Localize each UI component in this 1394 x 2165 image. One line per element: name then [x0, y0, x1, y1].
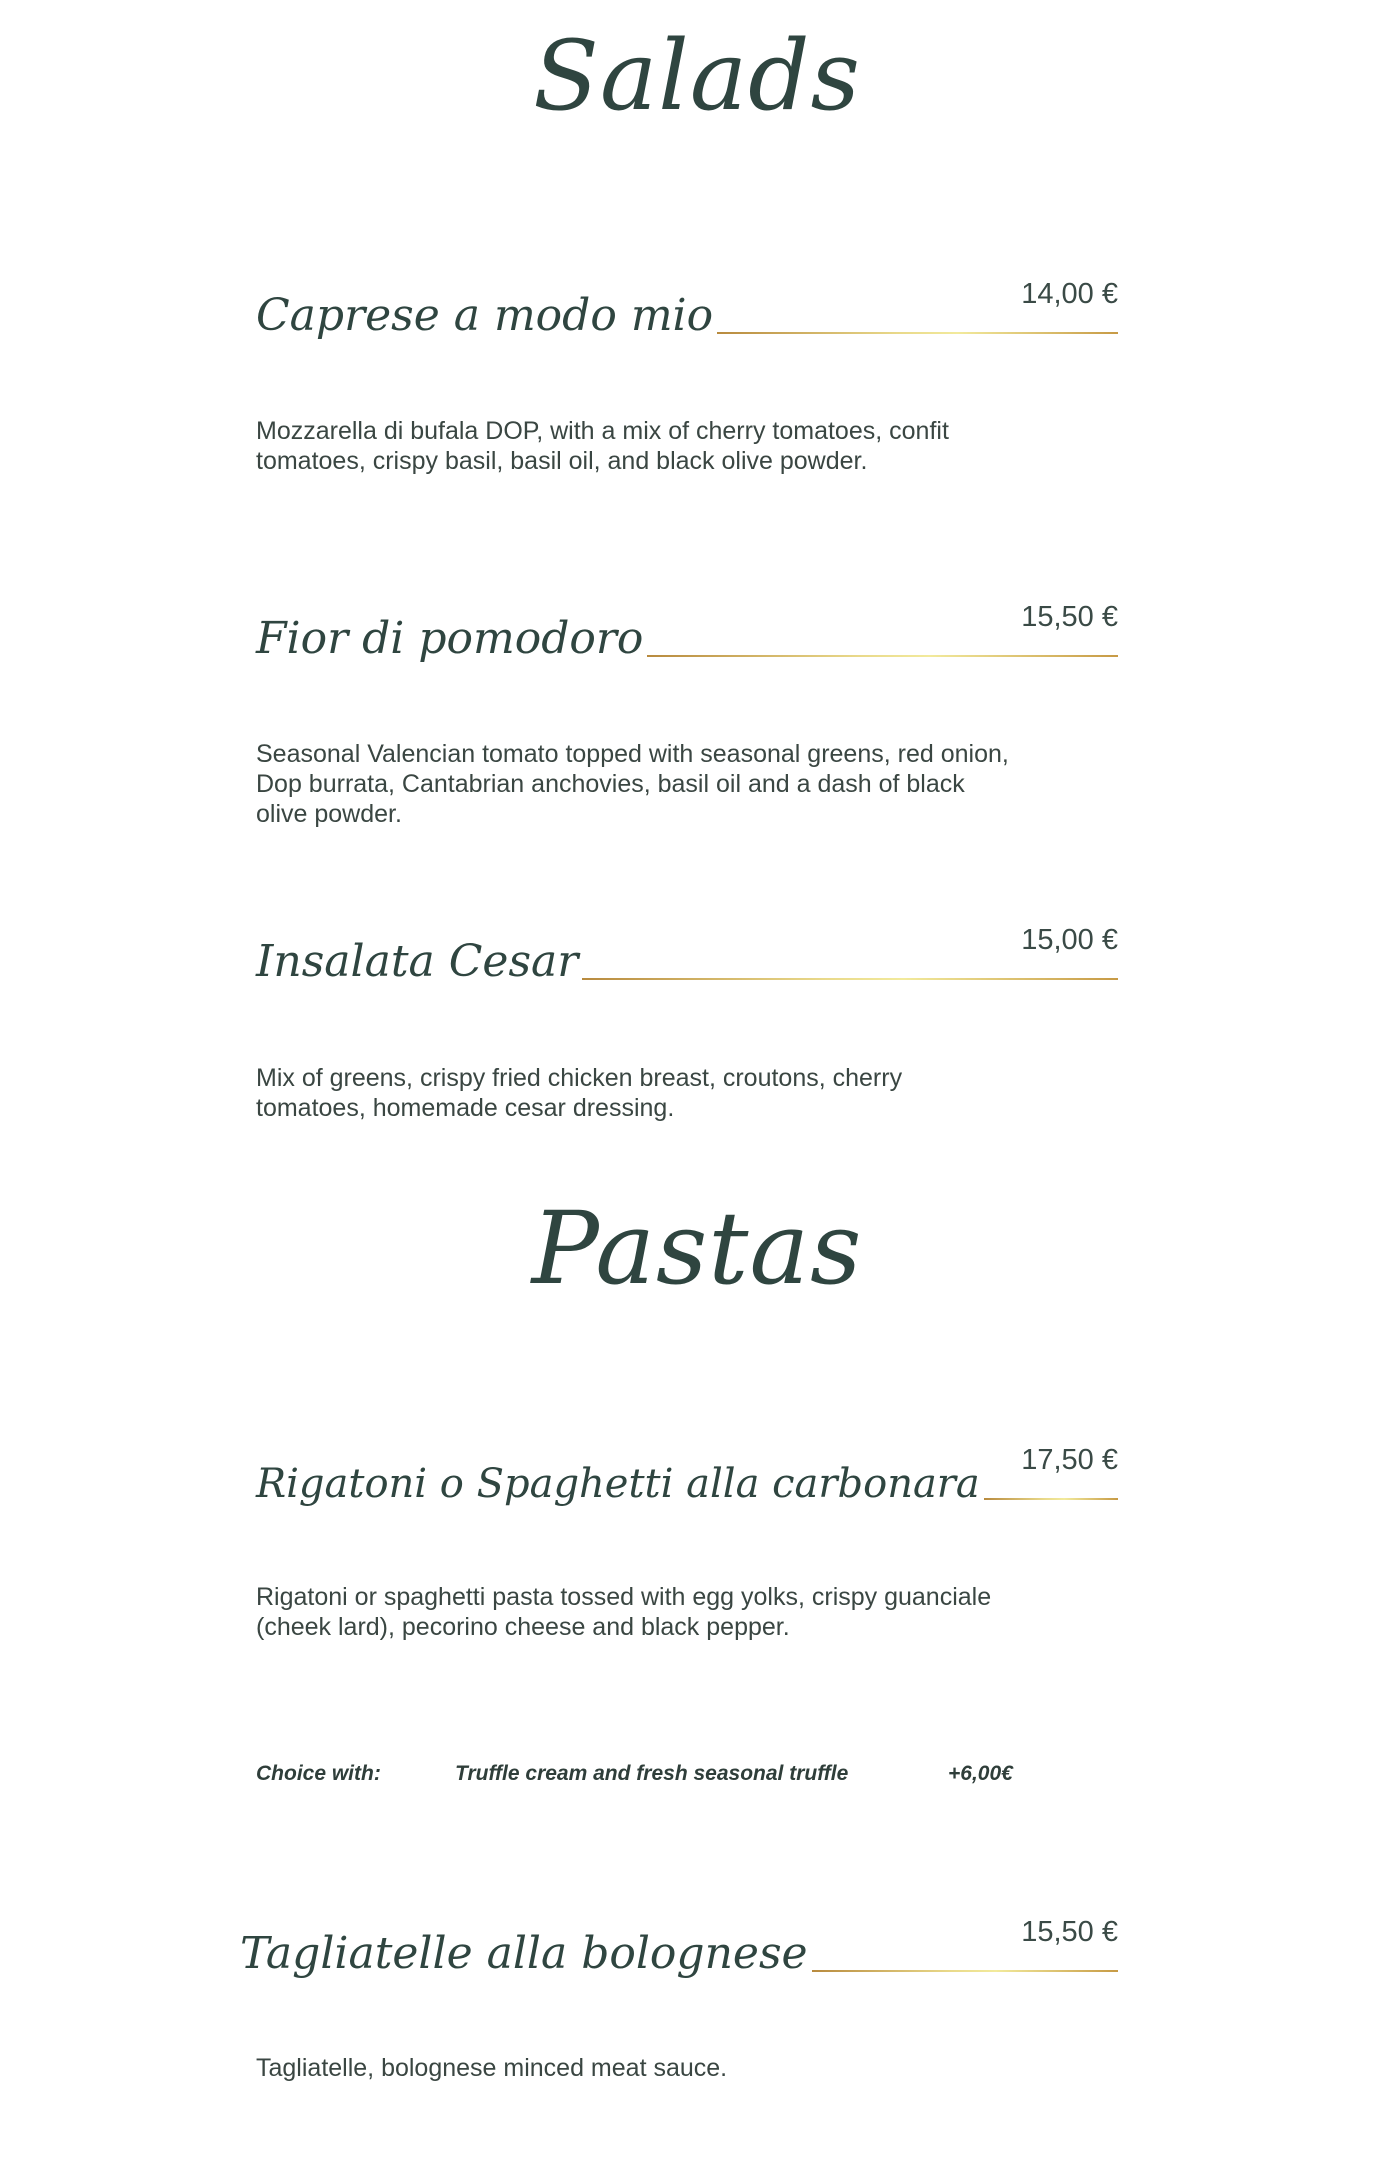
menu-item-tagliatelle [240, 1906, 1118, 1979]
menu-item-fior-di-pomodoro [256, 591, 1118, 664]
item-name: Insalata Cesar [256, 936, 579, 987]
item-description: Tagliatelle, bolognese minced meat sauce. [256, 2054, 728, 2082]
item-price: 17,50 € [1021, 1444, 1118, 1476]
price-leader-line [647, 655, 1118, 657]
item-name: Rigatoni o Spaghetti alla carbonara [256, 1461, 980, 1507]
price-leader-line [812, 1970, 1118, 1972]
item-name: Caprese a modo mio [256, 290, 714, 341]
choice-label: Choice with: [256, 1762, 381, 1785]
price-leader-line [582, 978, 1118, 980]
item-description: Rigatoni or spaghetti pasta tossed with egg yolks, crispy guanciale (cheek lard), pecorino cheese and black pepper. [256, 1583, 992, 1641]
section-title-pastas: Pastas [531, 1190, 863, 1307]
item-description: Mix of greens, crispy fried chicken breast, croutons, cherry tomatoes, homemade cesar dressing. [256, 1064, 903, 1122]
item-price: 15,50 € [1021, 1916, 1118, 1948]
menu-item-caprese [256, 268, 1118, 341]
item-price: 15,50 € [1021, 601, 1118, 633]
choice-option-row [256, 1762, 1156, 1792]
menu-item-insalata-cesar [256, 914, 1118, 987]
item-description: Mozzarella di bufala DOP, with a mix of cherry tomatoes, confit tomatoes, crispy basil, basil oil, and black olive powder. [256, 417, 949, 475]
choice-option: Truffle cream and fresh seasonal truffle [455, 1762, 849, 1785]
section-title-salads: Salads [533, 20, 861, 132]
item-name: Fior di pomodoro [256, 613, 644, 664]
item-description: Seasonal Valencian tomato topped with seasonal greens, red onion, Dop burrata, Cantabrian anchovies, basil oil and a dash of black olive powder. [256, 740, 1009, 828]
item-name: Tagliatelle alla bolognese [240, 1928, 808, 1979]
menu-item-carbonara [256, 1434, 1118, 1507]
price-leader-line [984, 1498, 1118, 1500]
choice-surcharge: +6,00€ [948, 1762, 1013, 1785]
item-price: 15,00 € [1021, 924, 1118, 956]
price-leader-line [717, 332, 1118, 334]
item-price: 14,00 € [1021, 278, 1118, 310]
